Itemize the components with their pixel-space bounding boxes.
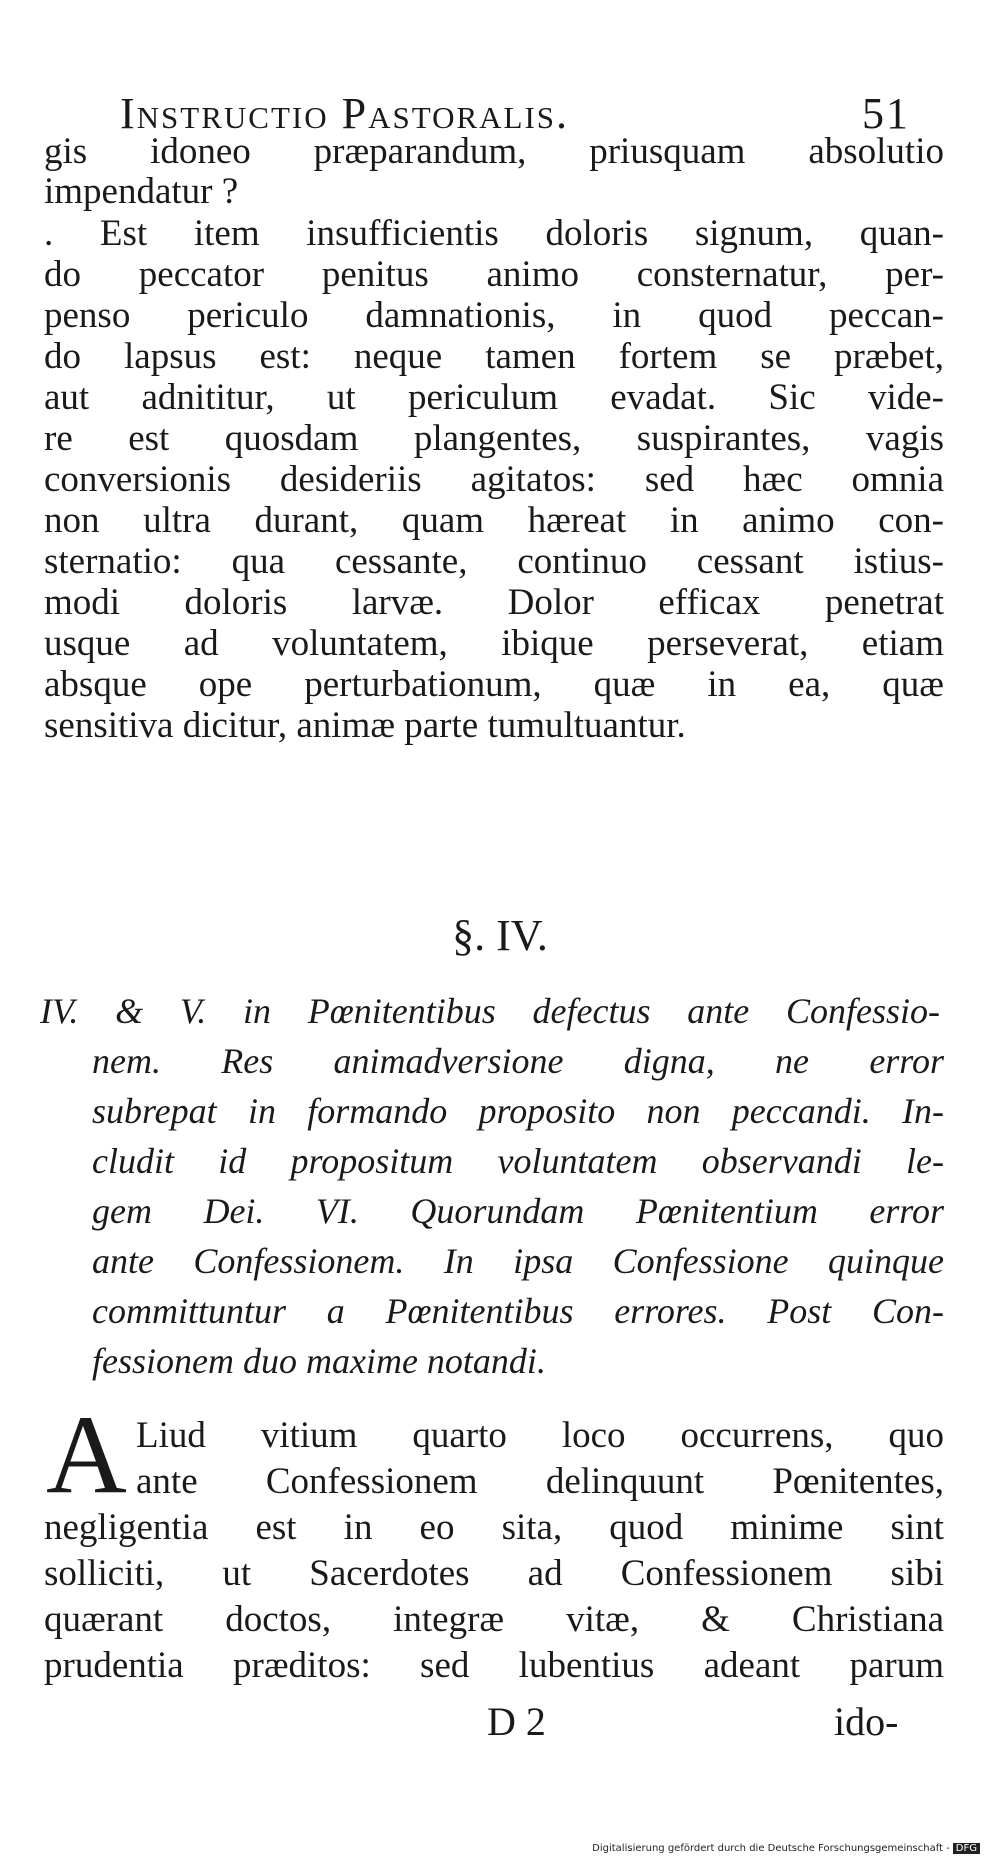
text-line: sternatio: qua cessante, continuo cessant istius- (44, 541, 944, 582)
summary-line: cludit id propositum voluntatem observandi le- (92, 1141, 944, 1181)
credit-text: Digitalisierung gefördert durch die Deutsche Forschungsgemeinschaft - (592, 1843, 950, 1854)
summary-line: ante Confessionem. In ipsa Confessione quinque (92, 1241, 944, 1281)
text-line: Liud vitium quarto loco occurrens, quo (136, 1415, 944, 1456)
text-line: gis idoneo præparandum, priusquam absolutio (44, 131, 944, 172)
text-line: negligentia est in eo sita, quod minime sint (44, 1507, 944, 1548)
text-line: . Est item insufficientis doloris signum, quan- (44, 213, 944, 254)
text-line: impendatur ? (44, 171, 239, 212)
summary-line: subrepat in formando proposito non peccandi. In- (92, 1091, 944, 1131)
signature-mark: D 2 (487, 1699, 546, 1744)
text-line: do peccator penitus animo consternatur, per- (44, 254, 944, 295)
text-line: re est quosdam plangentes, suspirantes, vagis (44, 418, 944, 459)
text-line: solliciti, ut Sacerdotes ad Confessionem sibi (44, 1553, 944, 1594)
text-line: conversionis desideriis agitatos: sed hæc omnia (44, 459, 944, 500)
text-line: modi doloris larvæ. Dolor efficax penetrat (44, 582, 944, 623)
summary-line: IV. & V. in Pœnitentibus defectus ante Confessio- (40, 991, 940, 1031)
text-line: aut adnititur, ut periculum evadat. Sic vide- (44, 377, 944, 418)
catchword: ido- (834, 1699, 899, 1744)
summary-line: nem. Res animadversione digna, ne error (92, 1041, 944, 1081)
summary-line: gem Dei. VI. Quorundam Pœnitentium error (92, 1191, 944, 1231)
text-line: penso periculo damnationis, in quod peccan- (44, 295, 944, 336)
text-line: non ultra durant, quam hæreat in animo con- (44, 500, 944, 541)
page-number: 51 (862, 89, 910, 138)
running-title: Instructio Pastoralis. (120, 89, 570, 138)
summary-line: committuntur a Pœnitentibus errores. Post Con- (92, 1291, 944, 1331)
text-line: do lapsus est: neque tamen fortem se præbet, (44, 336, 944, 377)
section-heading: §. IV. (452, 911, 548, 960)
text-line: quærant doctos, integræ vitæ, & Christiana (44, 1599, 944, 1640)
page-footer (0, 1698, 1000, 1754)
dfg-logo: DFG (953, 1843, 980, 1854)
digitization-credit (592, 1843, 980, 1854)
text-line: sensitiva dicitur, animæ parte tumultuantur. (44, 705, 686, 746)
text-line: usque ad voluntatem, ibique perseverat, etiam (44, 623, 944, 664)
drop-cap: A (46, 1393, 127, 1517)
summary-line: fessionem duo maxime notandi. (92, 1341, 546, 1381)
text-line: absque ope perturbationum, quæ in ea, quæ (44, 664, 944, 705)
text-line: prudentia præditos: sed lubentius adeant parum (44, 1645, 944, 1686)
text-line: ante Confessionem delinquunt Pœnitentes, (136, 1461, 944, 1502)
